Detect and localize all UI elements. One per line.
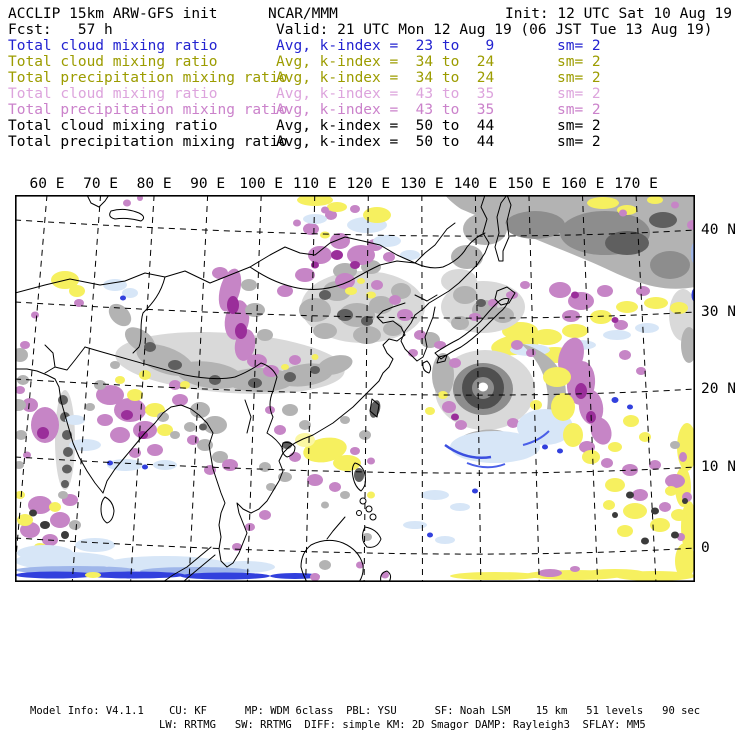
weather-map	[15, 195, 695, 582]
legend-kindex-value: Avg, k-index = 50 to 44	[276, 134, 495, 150]
legend-row	[0, 102, 740, 118]
lat-label: 40 N	[701, 222, 736, 238]
legend-row	[0, 118, 740, 134]
lon-label: 120 E	[346, 176, 391, 192]
legend-sm-value: Init: 12 UTC Sat 10 Aug 19	[505, 6, 732, 22]
legend-sm-value: sm= 2	[557, 86, 601, 102]
model-info-line-2: LW: RRTMG SW: RRTMG DIFF: simple KM: 2D Smagor DAMP: Rayleigh3 SFLAY: MM5	[159, 719, 646, 731]
lat-label: 20 N	[701, 381, 736, 397]
legend-variable-label: Total precipitation mixing ratio	[8, 134, 288, 150]
legend-sm-value: sm= 2	[557, 134, 601, 150]
lon-label: 130 E	[400, 176, 444, 192]
legend-variable-label: Fcst: 57 h	[8, 22, 113, 38]
legend-row	[0, 70, 740, 86]
legend-kindex-value: Avg, k-index = 34 to 24	[276, 70, 495, 86]
legend-kindex-value: Avg, k-index = 43 to 35	[276, 86, 495, 102]
lon-label: 60 E	[29, 176, 65, 192]
legend-variable-label: ACCLIP 15km ARW-GFS init	[8, 6, 218, 22]
lon-label: 90 E	[190, 176, 226, 192]
legend-variable-label: Total cloud mixing ratio	[8, 38, 218, 54]
lon-label: 170 E	[614, 176, 658, 192]
legend-kindex-value: Valid: 21 UTC Mon 12 Aug 19 (06 JST Tue 13 Aug 19)	[276, 22, 713, 38]
legend-row	[0, 38, 740, 54]
legend-variable-label: Total precipitation mixing ratio	[8, 102, 288, 118]
legend-variable-label: Total cloud mixing ratio	[8, 54, 218, 70]
lon-label: 100 E	[239, 176, 284, 192]
legend-sm-value: sm= 2	[557, 102, 601, 118]
lon-label: 140 E	[453, 176, 498, 192]
lon-label: 80 E	[136, 176, 172, 192]
legend-kindex-value: Avg, k-index = 23 to 9	[276, 38, 495, 54]
legend-variable-label: Total precipitation mixing ratio	[8, 70, 288, 86]
legend-kindex-value: Avg, k-index = 50 to 44	[276, 118, 495, 134]
legend-kindex-value: Avg, k-index = 43 to 35	[276, 102, 495, 118]
lon-label: 150 E	[507, 176, 551, 192]
title-row	[0, 6, 740, 22]
legend-sm-value: sm= 2	[557, 118, 601, 134]
title-row	[0, 22, 740, 38]
legend-row	[0, 86, 740, 102]
lon-label: 70 E	[83, 176, 119, 192]
weather-map-panel	[15, 195, 695, 582]
lat-label: 10 N	[701, 459, 736, 475]
legend-sm-value: sm= 2	[557, 54, 601, 70]
legend-variable-label: Total cloud mixing ratio	[8, 86, 218, 102]
legend-sm-value: sm= 2	[557, 70, 601, 86]
legend-variable-label: Total cloud mixing ratio	[8, 118, 218, 134]
legend-kindex-value: NCAR/MMM	[268, 6, 338, 22]
legend-sm-value: sm= 2	[557, 38, 601, 54]
lat-label: 30 N	[701, 304, 736, 320]
cloud-shading-layer	[15, 195, 695, 581]
legend-kindex-value: Avg, k-index = 34 to 24	[276, 54, 495, 70]
legend-row	[0, 134, 740, 150]
lon-label: 160 E	[560, 176, 605, 192]
model-info-line-1: Model Info: V4.1.1 CU: KF MP: WDM 6class PBL: YSU SF: Noah LSM 15 km 51 levels 90 sec	[30, 705, 701, 717]
legend-row	[0, 54, 740, 70]
lon-label: 110 E	[292, 176, 337, 192]
lat-label: 0	[701, 540, 710, 556]
